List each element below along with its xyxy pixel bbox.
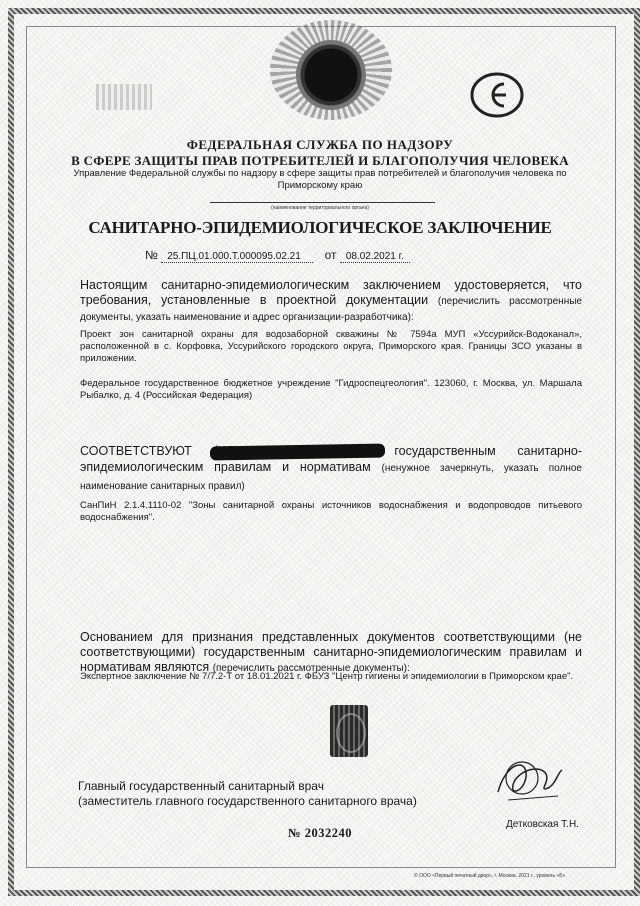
conformity-paragraph bbox=[80, 443, 582, 495]
developer-organization: Федеральное государственное бюджетное учреждение "Гидроспецгеология". 123060, г. Москва, ул. Маршала Рыбалко, д. 4 (Российская Федерация) bbox=[80, 378, 582, 401]
intro-main: Настоящим санитарно-эпидемиологическим заключением удостоверяется, что требования, установленные в проектной документации bbox=[80, 278, 582, 307]
emblem-seal bbox=[296, 40, 366, 110]
printer-imprint: © ООО «Первый печатный двор», г. Москва, 2021 г., уровень «Б» bbox=[414, 873, 566, 879]
signer-title: Главный государственный санитарный врач bbox=[78, 779, 324, 793]
intro-note: (перечислить рассмотренные документы, указать наименование и адрес организации-разработчика): bbox=[80, 296, 582, 323]
conformity-note: (ненужное зачеркнуть, указать полное наименование санитарных правил) bbox=[80, 463, 582, 492]
form-serial-number: № 2032240 bbox=[288, 826, 352, 840]
department-caption: (наименование территориального органа) bbox=[271, 205, 369, 211]
hologram-mark bbox=[96, 84, 152, 110]
conformity-mark-icon bbox=[470, 72, 524, 118]
basis-paragraph bbox=[80, 630, 582, 676]
conformity-rest: государственным санитарно-эпидемиологическим правилам и нормативам bbox=[80, 444, 582, 474]
number-label: № bbox=[145, 248, 158, 262]
agency-name-line1: ФЕДЕРАЛЬНАЯ СЛУЖБА ПО НАДЗОРУ bbox=[186, 137, 454, 152]
department-text: Управление Федеральной службы по надзору в сфере защиты прав потребителей и благополучия человека по Приморскому краю bbox=[73, 168, 567, 191]
signer-title-deputy: (заместитель главного государственного санитарного врача) bbox=[78, 794, 417, 808]
department-underline bbox=[210, 202, 435, 203]
project-description: Проект зон санитарной охраны для водозаборной скважины № 7594а МУП «Уссурийск-Водоканал», расположенной в с. Корфовка, Уссурийского городского округа, Приморского края. Границы ЗСО указаны в приложении. bbox=[80, 329, 582, 364]
basis-note: (перечислить рассмотренные документы): bbox=[212, 663, 410, 674]
intro-paragraph bbox=[80, 278, 582, 325]
date-label: от bbox=[324, 248, 337, 262]
department-name bbox=[0, 168, 640, 192]
signer-name: Детковская Т.Н. bbox=[506, 819, 579, 830]
sanitary-rules: СанПиН 2.1.4.1110-02 "Зоны санитарной охраны источников водоснабжения и водопроводов питьевого водоснабжения". bbox=[80, 500, 582, 523]
document-number: 25.ПЦ.01.000.Т.000095.02.21 bbox=[161, 251, 313, 263]
agency-name-line2: В СФЕРЕ ЗАЩИТЫ ПРАВ ПОТРЕБИТЕЛЕЙ И БЛАГОПОЛУЧИЯ ЧЕЛОВЕКА bbox=[71, 153, 569, 168]
document-title: САНИТАРНО-ЭПИДЕМИОЛОГИЧЕСКОЕ ЗАКЛЮЧЕНИЕ bbox=[88, 218, 552, 237]
struck-out-text bbox=[214, 444, 395, 458]
conformity-word: СООТВЕТСТВУЮТ bbox=[80, 444, 192, 458]
document-date: 08.02.2021 г. bbox=[340, 251, 410, 263]
basis-main: Основанием для признания представленных документов соответствующими (не соответствующими) государственным санитарно-эпидемиологическим правилам и нормативам являются bbox=[80, 630, 582, 674]
expert-conclusion: Экспертное заключение № 7/7.2-Т от 18.01.2021 г. ФБУЗ "Центр гигиены и эпидемиологии в Приморском крае". bbox=[80, 671, 574, 682]
document-number-row bbox=[145, 248, 410, 263]
official-stamp bbox=[330, 705, 368, 757]
handwritten-signature bbox=[488, 752, 568, 812]
